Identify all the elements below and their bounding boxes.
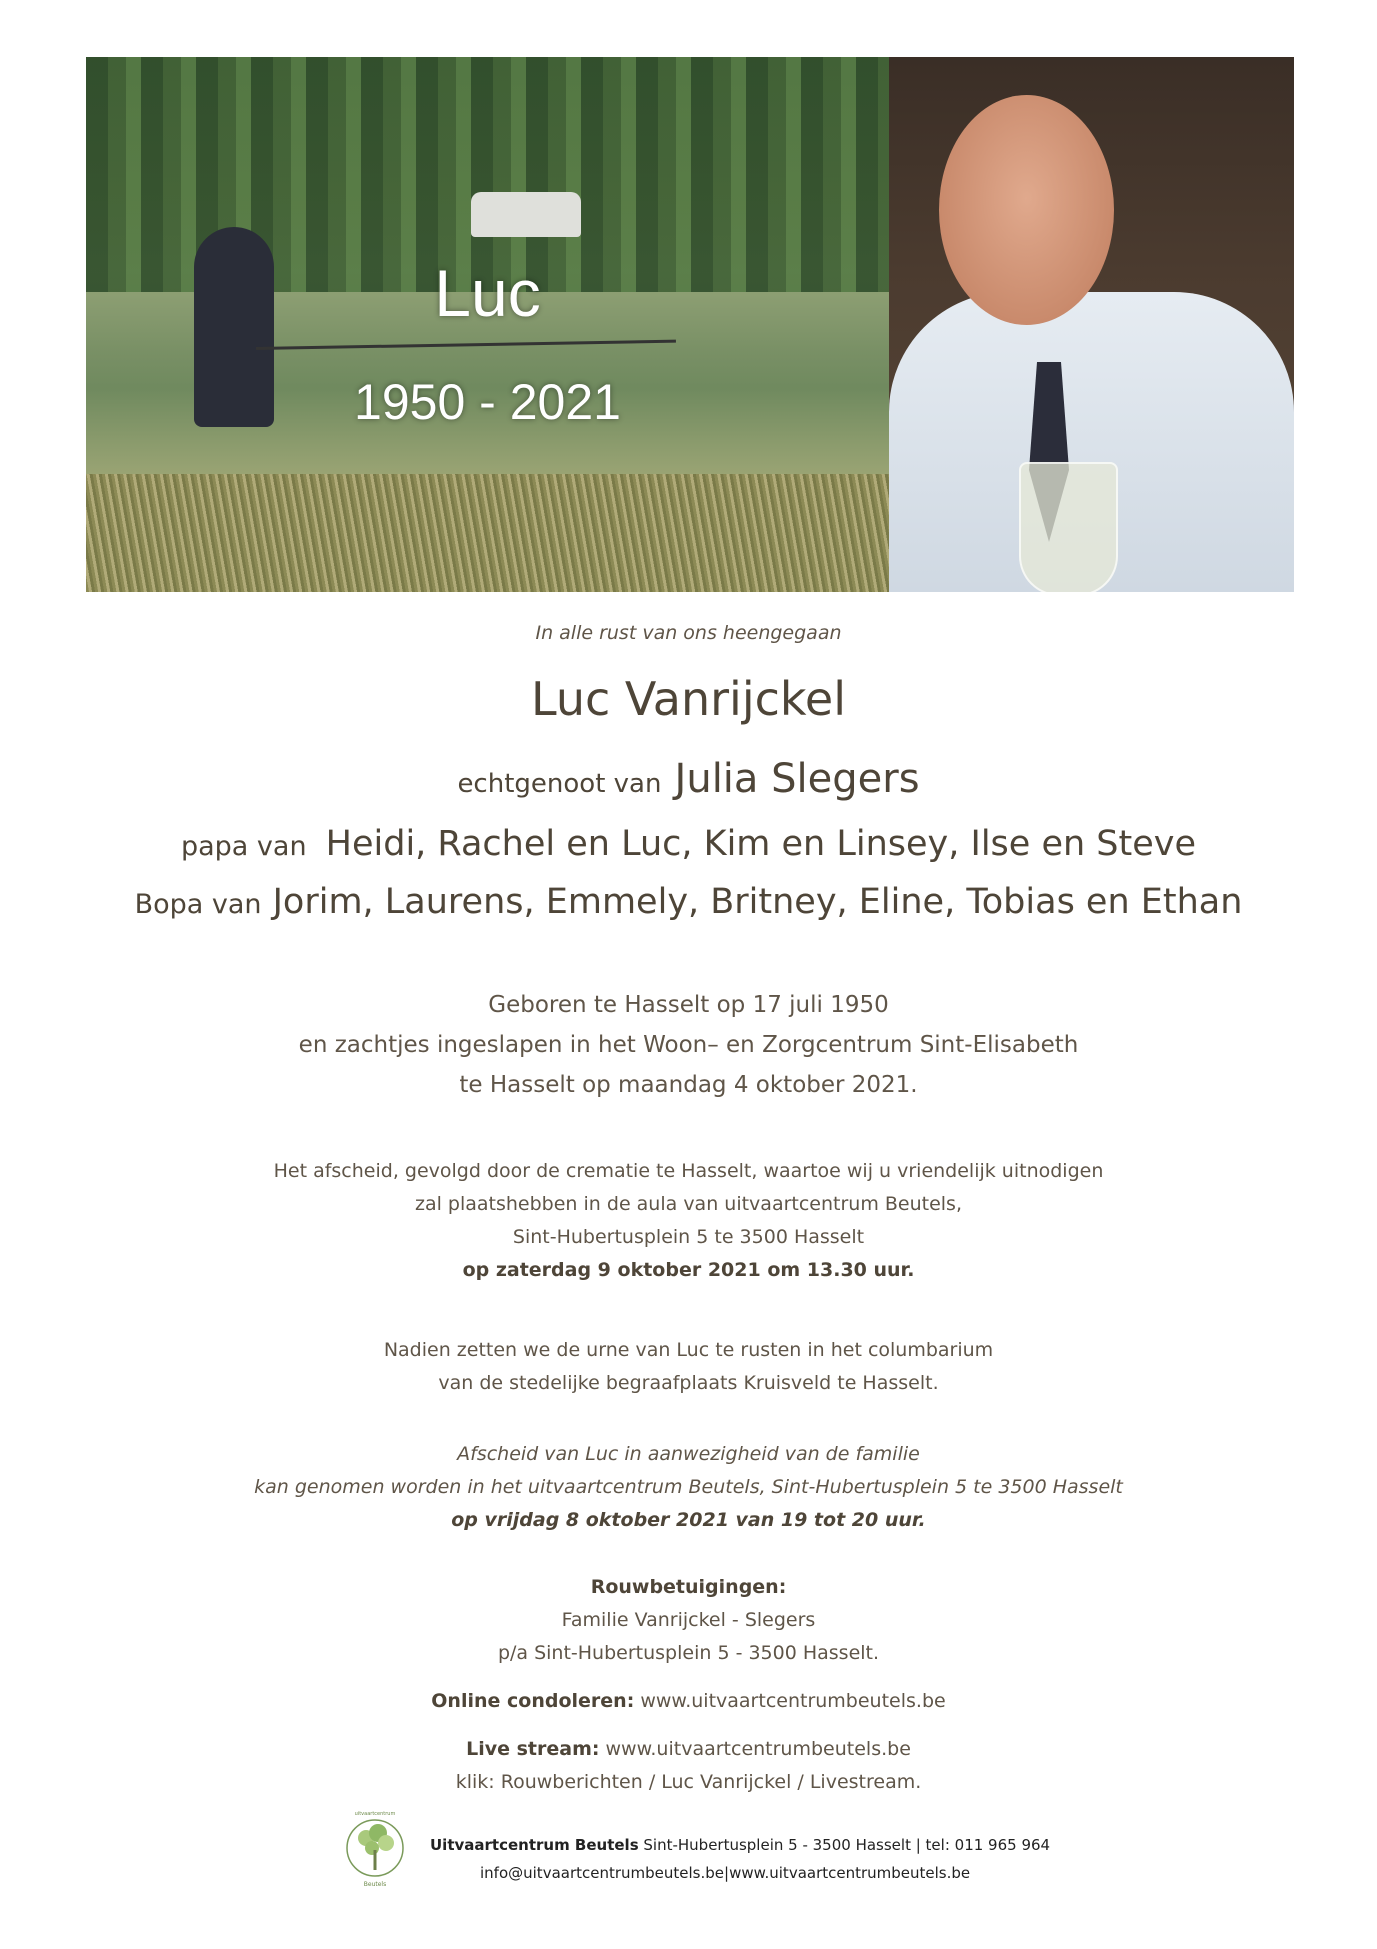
online-link[interactable]: www.uitvaartcentrumbeutels.be (640, 1690, 946, 1712)
ceremony-line-2: zal plaatshebben in de aula van uitvaartcentrum Beutels, (414, 1193, 962, 1215)
intro-text: In alle rust van ons heengegaan (535, 622, 842, 644)
ceremony-date: op zaterdag 9 oktober 2021 om 13.30 uur. (462, 1259, 915, 1281)
tree-logo-icon (344, 1808, 406, 1888)
livestream (0, 1738, 1377, 1760)
banner-years: 1950 - 2021 (354, 374, 621, 430)
urn-line-1: Nadien zetten we de urne van Luc te rusten in het columbarium (383, 1339, 994, 1361)
urn-line-2: van de stedelijke begraafplaats Kruisveld te Hasselt. (438, 1372, 939, 1394)
children-line (0, 824, 1377, 864)
condolences-address: p/a Sint-Hubertusplein 5 - 3500 Hasselt. (497, 1642, 880, 1664)
photo-banner (86, 57, 1294, 592)
banner-name: Luc (434, 256, 541, 330)
footer-contact[interactable]: info@uitvaartcentrumbeutels.be|www.uitvaartcentrumbeutels.be (480, 1864, 971, 1882)
farewell-date: op vrijdag 8 oktober 2021 van 19 tot 20 uur. (451, 1509, 926, 1531)
livestream-link[interactable]: www.uitvaartcentrumbeutels.be (605, 1738, 911, 1760)
svg-text:uitvaartcentrum: uitvaartcentrum (354, 1811, 396, 1817)
ceremony-line-3: Sint-Hubertusplein 5 te 3500 Hasselt (512, 1226, 865, 1248)
grandchildren-line (0, 882, 1377, 922)
svg-text:Beutels: Beutels (363, 1881, 387, 1888)
spouse-line (0, 756, 1377, 802)
online-label: Online condoleren: (431, 1690, 635, 1712)
grandchildren-prefix: Bopa van (134, 889, 262, 920)
death-place-line: en zachtjes ingeslapen in het Woon– en Zorgcentrum Sint-Elisabeth (298, 1032, 1079, 1058)
portrait-photo (889, 57, 1294, 592)
condolences-family: Familie Vanrijckel - Slegers (561, 1609, 816, 1631)
ceremony-line-1: Het afscheid, gevolgd door de crematie te Hasselt, waartoe wij u vriendelijk uitnodigen (273, 1160, 1104, 1182)
footer-address-line (430, 1836, 1050, 1854)
footer-company: Uitvaartcentrum Beutels (430, 1836, 639, 1854)
condolences-heading: Rouwbetuigingen: (590, 1576, 787, 1598)
livestream-instructions: klik: Rouwberichten / Luc Vanrijckel / Livestream. (455, 1771, 922, 1793)
farewell-line-2: kan genomen worden in het uitvaartcentrum Beutels, Sint-Hubertusplein 5 te 3500 Hasselt (254, 1476, 1123, 1498)
livestream-label: Live stream: (466, 1738, 600, 1760)
spouse-name: Julia Slegers (674, 756, 920, 802)
farewell-line-1: Afscheid van Luc in aanwezigheid van de familie (457, 1443, 920, 1465)
death-date-line: te Hasselt op maandag 4 oktober 2021. (459, 1072, 918, 1098)
children-names: Heidi, Rachel en Luc, Kim en Linsey, Ilse en Steve (325, 824, 1197, 864)
birth-line: Geboren te Hasselt op 17 juli 1950 (488, 992, 889, 1018)
online-condolences (0, 1690, 1377, 1712)
children-prefix: papa van (180, 831, 307, 862)
grandchildren-names: Jorim, Laurens, Emmely, Britney, Eline, Tobias en Ethan (272, 882, 1243, 922)
footer-address: Sint-Hubertusplein 5 - 3500 Hasselt | tel: 011 965 964 (638, 1836, 1051, 1854)
spouse-prefix: echtgenoot van (457, 769, 662, 799)
deceased-name: Luc Vanrijckel (531, 672, 846, 726)
